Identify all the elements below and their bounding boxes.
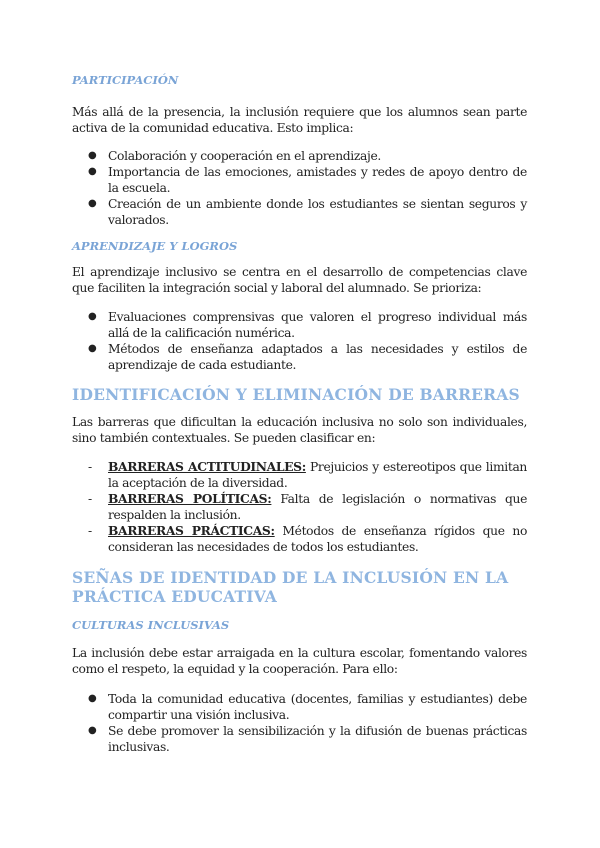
list-item: - BARRERAS ACTITUDINALES: Prejuicios y estereotipos que limitan la aceptación de la diversidad. <box>88 459 527 490</box>
dash-icon: - <box>88 460 92 474</box>
list-item: ● Se debe promover la sensibilización y la difusión de buenas prácticas inclusivas. <box>88 724 527 754</box>
list-item: ● Creación de un ambiente donde los estudiantes se sientan seguros y valorados. <box>88 197 527 227</box>
list-item: ● Evaluaciones comprensivas que valoren el progreso individual más allá de la calificación numérica. <box>88 310 527 340</box>
term-actitudinales: BARRERAS ACTITUDINALES: <box>108 459 306 474</box>
heading-aprendizaje: APRENDIZAJE Y LOGROS <box>72 239 238 253</box>
list-item: ● Toda la comunidad educativa (docentes, familias y estudiantes) debe compartir una visión inclusiva. <box>88 692 527 722</box>
bullet-icon: ● <box>88 198 97 209</box>
paragraph-culturas: La inclusión debe estar arraigada en la cultura escolar, fomentando valores como el respeto, la equidad y la cooperación. Para ello: <box>72 646 527 676</box>
bullet-icon: ● <box>88 725 97 736</box>
bullet-icon: ● <box>88 150 97 161</box>
heading-culturas: CULTURAS INCLUSIVAS <box>72 618 230 632</box>
document-page <box>72 64 527 755</box>
list-barreras <box>72 459 527 555</box>
list-item: ● Métodos de enseñanza adaptados a las necesidades y estilos de aprendizaje de cada estudiante. <box>88 342 527 372</box>
term-politicas: BARRERAS POLÍTICAS: <box>108 491 272 506</box>
heading-senas: SEÑAS DE IDENTIDAD DE LA INCLUSIÓN EN LA PRÁCTICA EDUCATIVA <box>72 568 509 606</box>
heading-participacion: PARTICIPACIÓN <box>72 73 179 87</box>
term-practicas: BARRERAS PRÁCTICAS: <box>108 523 275 538</box>
dash-icon: - <box>88 524 92 538</box>
heading-barreras: IDENTIFICACIÓN Y ELIMINACIÓN DE BARRERAS <box>72 385 520 404</box>
list-culturas <box>72 691 527 755</box>
list-item: ● Colaboración y cooperación en el aprendizaje. <box>88 149 381 163</box>
list-item: ● Importancia de las emociones, amistades y redes de apoyo dentro de la escuela. <box>88 165 527 195</box>
paragraph-aprendizaje: El aprendizaje inclusivo se centra en el desarrollo de competencias clave que faciliten la integración social y laboral del alumnado. Se prioriza: <box>72 265 527 295</box>
paragraph-barreras: Las barreras que dificultan la educación inclusiva no solo son individuales, sino también contextuales. Se pueden clasificar en: <box>72 415 527 445</box>
dash-icon: - <box>88 492 92 506</box>
bullet-icon: ● <box>88 311 97 322</box>
list-item: - BARRERAS POLÍTICAS: Falta de legislación o normativas que respalden la inclusión. <box>88 491 527 522</box>
paragraph-participacion: Más allá de la presencia, la inclusión requiere que los alumnos sean parte activa de la comunidad educativa. Esto implica: <box>72 105 527 135</box>
bullet-icon: ● <box>88 343 97 354</box>
list-aprendizaje <box>72 309 527 373</box>
bullet-icon: ● <box>88 166 97 177</box>
list-participacion <box>72 148 527 228</box>
bullet-icon: ● <box>88 693 97 704</box>
list-item: - BARRERAS PRÁCTICAS: Métodos de enseñanza rígidos que no consideran las necesidades de todos los estudiantes. <box>88 523 527 554</box>
